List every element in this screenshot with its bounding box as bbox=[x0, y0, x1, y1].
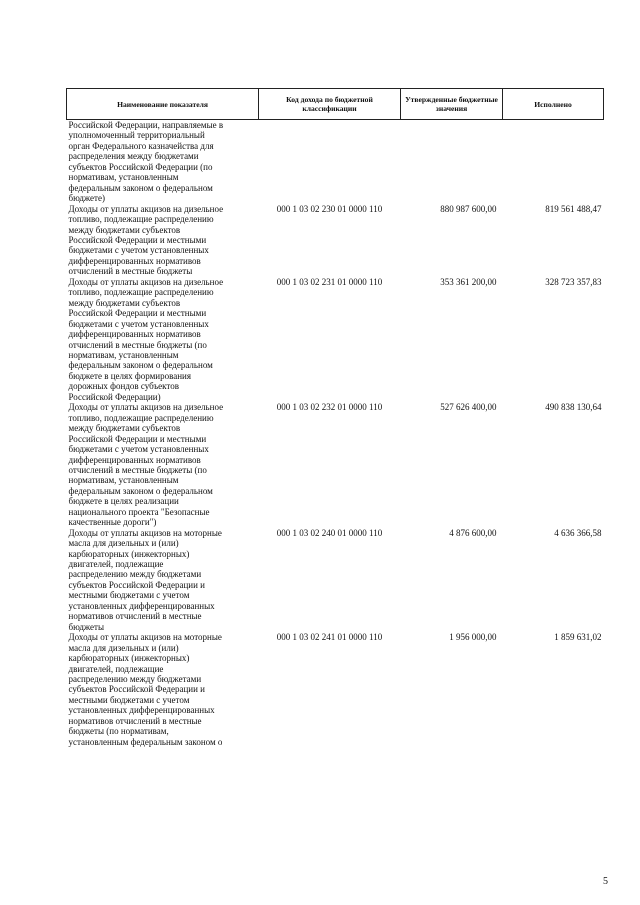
continuation-line: Российской Федерации, направляемые в bbox=[68, 120, 224, 130]
row-name-line: установленных дифференцированных bbox=[68, 705, 215, 716]
header-executed: Исполнено bbox=[503, 89, 604, 120]
row-name-line: бюджетами с учетом установленных bbox=[68, 318, 209, 329]
row-name-line: отчислений в местные бюджеты (по bbox=[68, 339, 207, 350]
row-name-line: отчислений в местные бюджеты bbox=[68, 266, 193, 277]
row-approved: 4 876 600,00 bbox=[449, 527, 497, 538]
row-code: 000 1 03 02 230 01 0000 110 bbox=[276, 203, 383, 214]
row-approved: 880 987 600,00 bbox=[440, 203, 497, 214]
continuation-line: бюджете) bbox=[68, 193, 105, 204]
continuation-line: нормативам, установленным bbox=[68, 172, 179, 183]
row-name-line: федеральным законом о федеральном bbox=[68, 485, 213, 496]
budget-revenue-table bbox=[66, 88, 604, 747]
row-executed: 819 561 488,47 bbox=[545, 203, 602, 214]
row-name-line: субъектов Российской Федерации и bbox=[68, 579, 206, 590]
row-name-line: нормативов отчислений в местные bbox=[68, 715, 202, 726]
row-name-line: бюджеты bbox=[68, 621, 104, 632]
row-name bbox=[67, 528, 259, 633]
row-name bbox=[67, 277, 259, 402]
row-name-line: местными бюджетами с учетом bbox=[68, 694, 190, 705]
row-name-line: дорожных фондов субъектов bbox=[68, 381, 179, 392]
row-name-line: федеральным законом о федеральном bbox=[68, 360, 213, 371]
row-name-line: установленным федеральным законом о bbox=[68, 736, 223, 747]
continuation-line: орган Федерального казначейства для bbox=[68, 140, 214, 151]
row-name-line: между бюджетами субъектов bbox=[68, 423, 181, 434]
row-name-line: карбюраторных (инжекторных) bbox=[68, 548, 190, 559]
table-header bbox=[67, 89, 604, 120]
row-name-line: Российской Федерации и местными bbox=[68, 433, 207, 444]
row-name-line: бюджеты (по нормативам, bbox=[68, 726, 169, 737]
row-name-line: Российской Федерации и местными bbox=[68, 308, 207, 319]
header-code: Код дохода по бюджетной классификации bbox=[259, 89, 401, 120]
row-code: 000 1 03 02 232 01 0000 110 bbox=[276, 402, 383, 413]
row-name-line: Доходы от уплаты акцизов на дизельное bbox=[68, 402, 224, 413]
row-code: 000 1 03 02 240 01 0000 110 bbox=[276, 527, 383, 538]
row-name-line: дифференцированных нормативов bbox=[68, 329, 201, 340]
row-code: 000 1 03 02 241 01 0000 110 bbox=[276, 632, 383, 643]
row-name-line: Доходы от уплаты акцизов на моторные bbox=[68, 527, 222, 538]
row-name-line: между бюджетами субъектов bbox=[68, 224, 181, 235]
row-name-line: отчислений в местные бюджеты (по bbox=[68, 464, 207, 475]
row-executed: 1 859 631,02 bbox=[554, 632, 602, 643]
table-row bbox=[67, 402, 604, 527]
page-number: 5 bbox=[603, 876, 608, 887]
row-name-line: нормативам, установленным bbox=[68, 475, 179, 486]
row-name-line: распределению между бюджетами bbox=[68, 569, 202, 580]
row-name bbox=[67, 632, 259, 747]
row-name-line: бюджете в целях реализации bbox=[68, 496, 179, 507]
row-executed: 490 838 130,64 bbox=[545, 402, 602, 413]
continuation-line: федеральным законом о федеральном bbox=[68, 182, 213, 193]
row-name-line: Российской Федерации) bbox=[68, 391, 161, 402]
row-name-line: между бюджетами субъектов bbox=[68, 297, 181, 308]
row-name-line: масла для дизельных и (или) bbox=[68, 538, 179, 549]
table-row bbox=[67, 632, 604, 747]
row-name-line: Доходы от уплаты акцизов на дизельное bbox=[68, 203, 224, 214]
continuation-line: уполномоченный территориальный bbox=[68, 130, 205, 141]
row-name-line: двигателей, подлежащие bbox=[68, 559, 164, 570]
row-name-line: распределению между бюджетами bbox=[68, 674, 202, 685]
row-name-line: бюджетами с учетом установленных bbox=[68, 245, 209, 256]
row-executed: 328 723 357,83 bbox=[545, 276, 602, 287]
row-name-line: Доходы от уплаты акцизов на дизельное bbox=[68, 276, 224, 287]
row-name-line: Доходы от уплаты акцизов на моторные bbox=[68, 632, 222, 643]
row-name-line: топливо, подлежащие распределению bbox=[68, 214, 214, 225]
continuation-line: распределения между бюджетами bbox=[68, 151, 199, 162]
table-row bbox=[67, 204, 604, 277]
row-name bbox=[67, 204, 259, 277]
row-name-line: карбюраторных (инжекторных) bbox=[68, 653, 190, 664]
row-approved: 527 626 400,00 bbox=[440, 402, 497, 413]
header-approved: Утвержденные бюджетные значения bbox=[401, 89, 503, 120]
continuation-text bbox=[67, 120, 259, 204]
row-name-line: нормативов отчислений в местные bbox=[68, 611, 202, 622]
row-name-line: местными бюджетами с учетом bbox=[68, 590, 190, 601]
row-executed: 4 636 366,58 bbox=[554, 527, 602, 538]
row-name-line: дифференцированных нормативов bbox=[68, 255, 201, 266]
row-name bbox=[67, 402, 259, 527]
table-row bbox=[67, 277, 604, 402]
row-name-line: дифференцированных нормативов bbox=[68, 454, 201, 465]
row-name-line: Российской Федерации и местными bbox=[68, 234, 207, 245]
row-name-line: установленных дифференцированных bbox=[68, 600, 215, 611]
row-name-line: бюджете в целях формирования bbox=[68, 370, 191, 381]
table-body bbox=[67, 120, 604, 748]
continuation-line: субъектов Российской Федерации (по bbox=[68, 161, 213, 172]
header-name: Наименование показателя bbox=[67, 89, 259, 120]
row-name-line: масла для дизельных и (или) bbox=[68, 642, 179, 653]
row-name-line: качественные дороги") bbox=[68, 517, 157, 528]
row-approved: 353 361 200,00 bbox=[440, 276, 497, 287]
row-name-line: топливо, подлежащие распределению bbox=[68, 287, 214, 298]
row-name-line: субъектов Российской Федерации и bbox=[68, 684, 206, 695]
row-name-line: национального проекта "Безопасные bbox=[68, 506, 210, 517]
row-name-line: топливо, подлежащие распределению bbox=[68, 412, 214, 423]
continuation-row bbox=[67, 120, 604, 204]
table-row bbox=[67, 528, 604, 633]
row-name-line: бюджетами с учетом установленных bbox=[68, 444, 209, 455]
row-name-line: нормативам, установленным bbox=[68, 349, 179, 360]
row-code: 000 1 03 02 231 01 0000 110 bbox=[276, 276, 383, 287]
row-name-line: двигателей, подлежащие bbox=[68, 663, 164, 674]
row-approved: 1 956 000,00 bbox=[449, 632, 497, 643]
